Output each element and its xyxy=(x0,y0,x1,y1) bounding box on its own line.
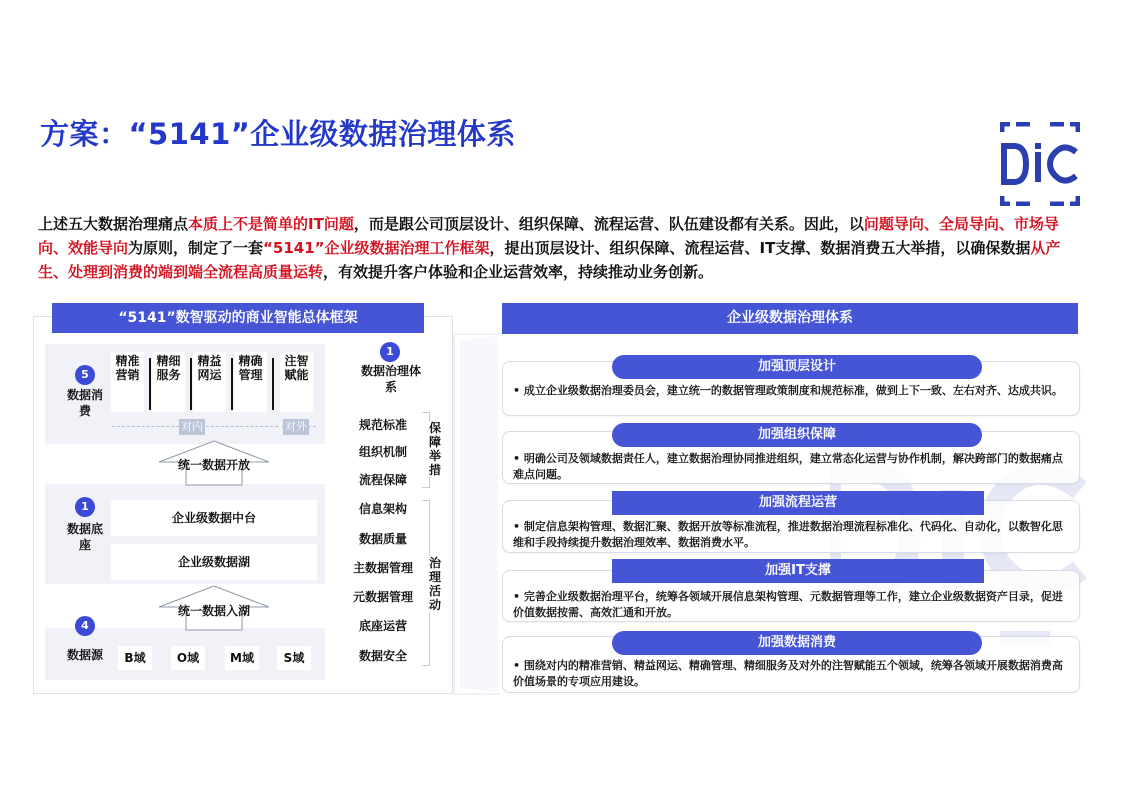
step-number-badge: 1 xyxy=(75,497,95,517)
consumption-label: 数据消费 xyxy=(66,388,103,418)
measure-card-text: • 制定信息架构管理、数据汇聚、数据开放等标准流程，推进数据治理流程标准化、代码化、自动化，以数智化思维和手段持续提升数据治理效率、数据消费水平。 xyxy=(513,520,1063,549)
activity-item: 元数据管理 xyxy=(352,590,413,604)
external-tag: 对外 xyxy=(285,420,307,433)
data-ingest-label: 统一数据入湖 xyxy=(177,604,250,618)
divider xyxy=(272,358,274,410)
step-number-badge: 5 xyxy=(75,365,95,385)
panel-connector xyxy=(452,330,504,700)
measure-card-title: 加强组织保障 xyxy=(612,423,982,447)
guarantee-item: 流程保障 xyxy=(358,473,407,487)
activity-item: 数据安全 xyxy=(358,649,407,663)
measure-card-title: 加强流程运营 xyxy=(612,491,984,515)
source-domain-s: S域 xyxy=(277,646,311,670)
measure-card-text: • 完善企业级数据治理平台，统筹各领域开展信息架构管理、元数据管理等工作，建立企业级数据资产目录，促进价值数据按需、高效汇通和开放。 xyxy=(513,590,1063,619)
data-open-label: 统一数据开放 xyxy=(177,458,250,472)
activity-item: 主数据管理 xyxy=(352,561,413,575)
divider xyxy=(149,358,151,410)
measure-card-title: 加强顶层设计 xyxy=(612,355,982,379)
divider xyxy=(190,358,192,410)
activity-item: 底座运营 xyxy=(358,619,407,633)
measure-card-text: • 围绕对内的精准营销、精益网运、精确管理、精细服务及对外的注智赋能五个领域，统筹各领域开展数据消费高价值场景的专项应用建设。 xyxy=(513,659,1063,688)
measure-card-title: 加强IT支撑 xyxy=(612,559,984,583)
guarantee-item: 组织机制 xyxy=(358,445,407,459)
internal-tag: 对内 xyxy=(181,420,203,433)
consumption-item: 精细服务 xyxy=(152,352,185,412)
activity-label: 治理活动 xyxy=(428,556,441,612)
source-domain-o: O域 xyxy=(171,646,205,670)
governance-header: 企业级数据治理体系 xyxy=(502,303,1078,334)
source-domain-b: B域 xyxy=(118,646,152,670)
consumption-item: 注智赋能 xyxy=(280,352,313,412)
page-title: 方案：“5141”企业级数据治理体系 xyxy=(40,117,516,151)
source-domain-m: M域 xyxy=(225,646,259,670)
step-number-badge: 1 xyxy=(380,342,400,362)
data-middle-platform: 企业级数据中台 xyxy=(111,500,317,536)
consumption-item: 精确管理 xyxy=(234,352,267,412)
base-label: 数据底座 xyxy=(67,522,104,552)
guarantee-item: 规范标准 xyxy=(358,418,407,432)
dic-logo xyxy=(1000,122,1080,206)
divider xyxy=(231,358,233,410)
consumption-item: 精准营销 xyxy=(111,352,144,412)
source-label: 数据源 xyxy=(66,648,103,662)
governance-system-label: 数据治理体系 xyxy=(360,364,421,394)
intro-paragraph: 上述五大数据治理痛点本质上不是简单的IT问题，而是跟公司顶层设计、组织保障、流程运营、队伍建设都有关系。因此，以问题导向、全局导向、市场导向、效能导向为原则，制定了一套“5141”企业级数据治理工作框架，提出顶层设计、组织保障、流程运营、IT支撑、数据消费五大举措，以确保数据从产生、处理到消费的端到端全流程高质量运转，有效提升客户体验和企业运营效率，持续推动业务创新。 xyxy=(38,215,1061,281)
step-number-badge: 4 xyxy=(75,616,95,636)
guarantee-label: 保障举措 xyxy=(428,421,441,477)
activity-item: 信息架构 xyxy=(358,502,407,516)
data-lake: 企业级数据湖 xyxy=(111,544,317,580)
measure-card-text: • 成立企业级数据治理委员会，建立统一的数据管理政策制度和规范标准，做到上下一致、左右对齐、达成共识。 xyxy=(513,384,1063,397)
measure-card-title: 加强数据消费 xyxy=(612,631,982,655)
framework-header: “5141”数智驱动的商业智能总体框架 xyxy=(52,303,424,333)
consumption-item: 精益网运 xyxy=(193,352,226,412)
activity-item: 数据质量 xyxy=(358,532,407,546)
measure-card-text: • 明确公司及领域数据责任人，建立数据治理协同推进组织，建立常态化运营与协作机制，解决跨部门的数据痛点难点问题。 xyxy=(513,452,1063,481)
